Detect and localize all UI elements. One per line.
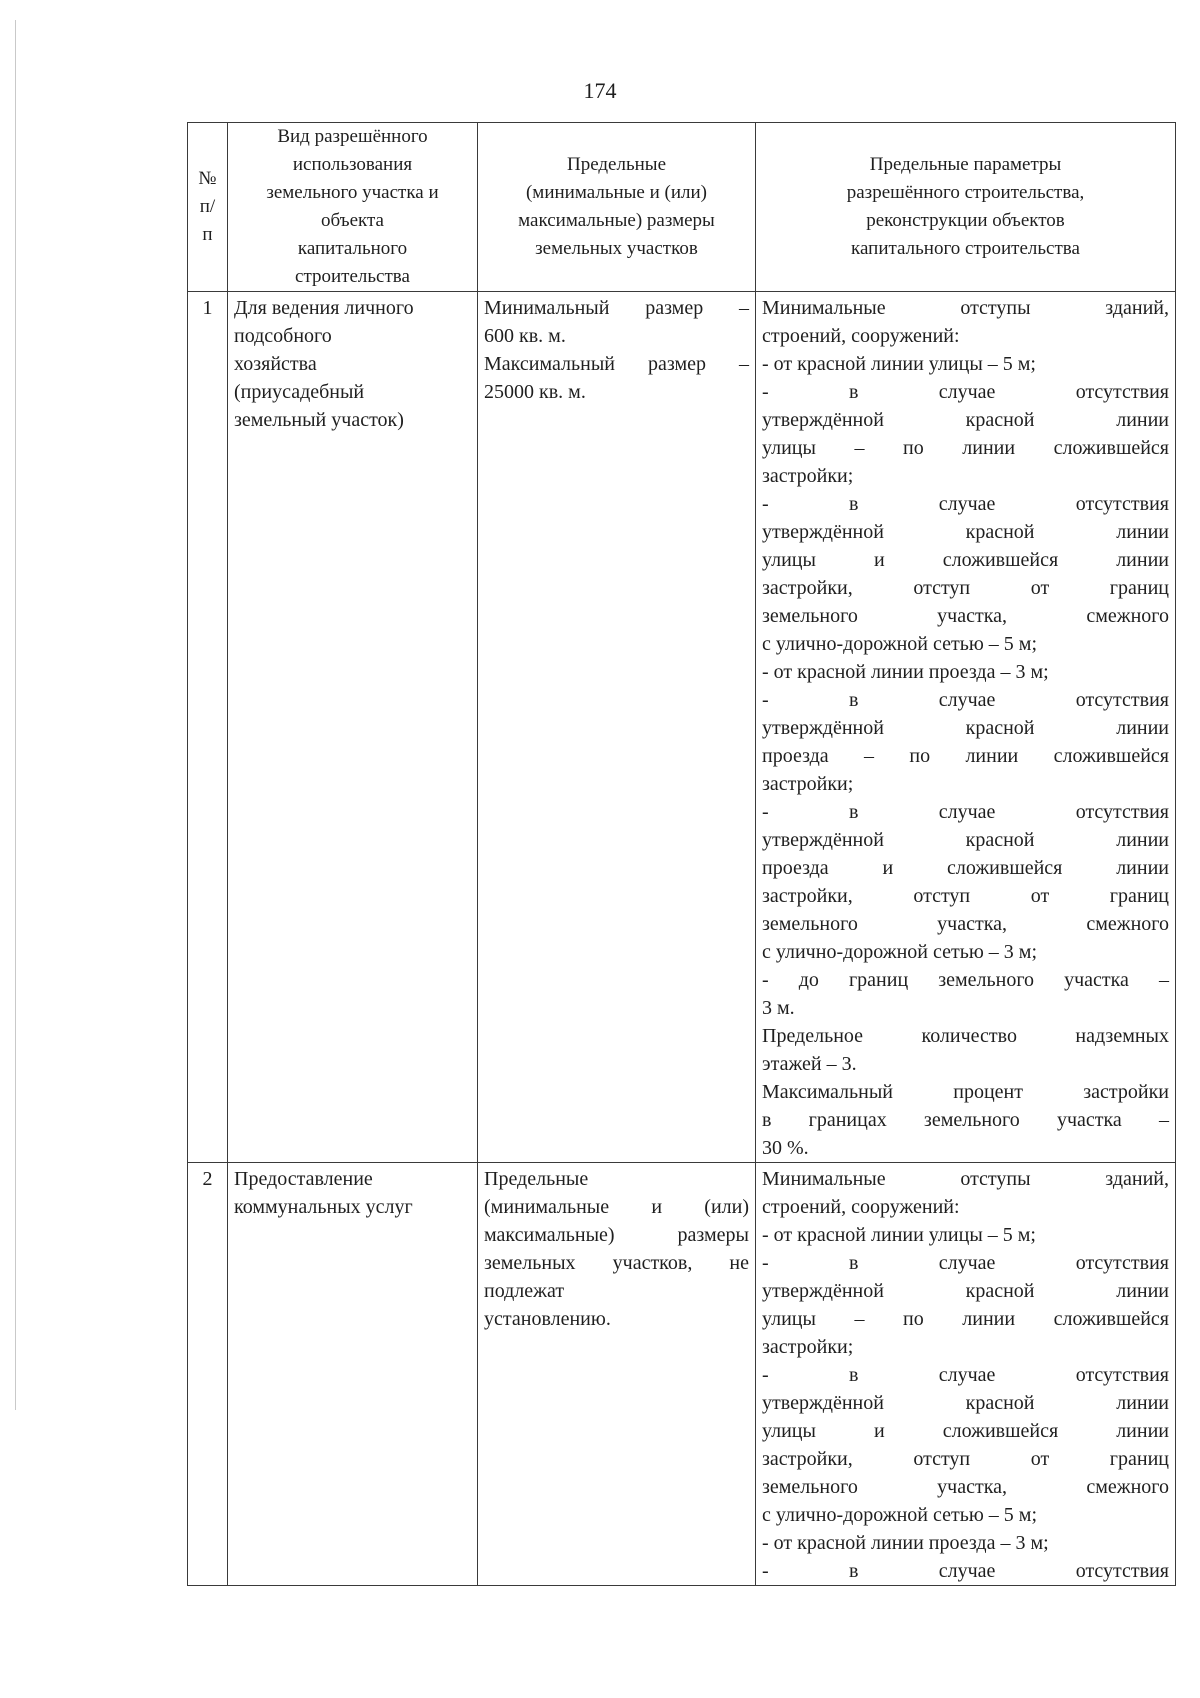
cell-text-line: улицы и сложившейся линии <box>762 1420 1169 1442</box>
cell-text-line: 25000 кв. м. <box>484 381 586 403</box>
land-use-rules-table <box>187 122 1176 1586</box>
cell-text-line: застройки, отступ от границ <box>762 885 1169 907</box>
cell-text-line: Предельное количество надземных <box>762 1025 1169 1047</box>
cell-text-line: 3 м. <box>762 997 795 1019</box>
header-permitted-use: Вид разрешённого использования земельного участка и объекта капитального строительства <box>228 123 478 292</box>
cell-text-line: застройки; <box>762 773 854 795</box>
cell-text-line: Предельные <box>484 1168 589 1190</box>
cell-text-line: - в случае отсутствия <box>762 801 1169 823</box>
table-header-row <box>188 123 1176 292</box>
plot-size-cell <box>478 292 756 1163</box>
cell-text-line: Максимальный процент застройки <box>762 1081 1169 1103</box>
cell-text-line: застройки; <box>762 1336 854 1358</box>
cell-text-line: земельного участка, смежного <box>762 1476 1169 1498</box>
cell-text-line: подсобного <box>234 325 332 347</box>
cell-text-line: в границах земельного участка – <box>762 1109 1169 1131</box>
cell-text-line: с улично-дорожной сетью – 5 м; <box>762 633 1038 655</box>
cell-text-line: 600 кв. м. <box>484 325 566 347</box>
cell-text-line: коммунальных услуг <box>234 1196 413 1218</box>
cell-text-line: с улично-дорожной сетью – 5 м; <box>762 1504 1038 1526</box>
cell-text-line: строений, сооружений: <box>762 325 960 347</box>
scan-edge-line <box>15 20 16 1410</box>
cell-text-line: Для ведения личного <box>234 297 414 319</box>
cell-text-line: улицы – по линии сложившейся <box>762 1308 1169 1330</box>
cell-text-line: установлению. <box>484 1308 611 1330</box>
cell-text-line: утверждённой красной линии <box>762 829 1169 851</box>
cell-text-line: утверждённой красной линии <box>762 409 1169 431</box>
page-number: 174 <box>583 78 617 103</box>
cell-text-line: земельный участок) <box>234 409 404 431</box>
cell-text-line: утверждённой красной линии <box>762 521 1169 543</box>
cell-text-line: - от красной линии проезда – 3 м; <box>762 1532 1049 1554</box>
cell-text-line: - до границ земельного участка – <box>762 969 1169 991</box>
table-row <box>188 1163 1176 1586</box>
row-number-cell: 2 <box>188 1163 228 1586</box>
cell-text-line: улицы и сложившейся линии <box>762 549 1169 571</box>
cell-text-line: проезда и сложившейся линии <box>762 857 1169 879</box>
cell-text-line: Минимальные отступы зданий, <box>762 297 1169 319</box>
cell-text-line: - от красной линии улицы – 5 м; <box>762 1224 1036 1246</box>
cell-text-line: (приусадебный <box>234 381 365 403</box>
construction-parameters-cell <box>756 292 1176 1163</box>
cell-text-line: 30 %. <box>762 1137 809 1159</box>
permitted-use-cell <box>228 1163 478 1586</box>
cell-text-line: утверждённой красной линии <box>762 717 1169 739</box>
cell-text-line: утверждённой красной линии <box>762 1392 1169 1414</box>
table-row <box>188 292 1176 1163</box>
cell-text-line: - в случае отсутствия <box>762 1560 1169 1582</box>
cell-text-line: Минимальный размер – <box>484 297 749 319</box>
cell-text-line: Предоставление <box>234 1168 373 1190</box>
cell-text-line: - в случае отсутствия <box>762 1364 1169 1386</box>
cell-text-line: максимальные) размеры <box>484 1224 749 1246</box>
cell-text-line: - в случае отсутствия <box>762 1252 1169 1274</box>
cell-text-line: этажей – 3. <box>762 1053 857 1075</box>
cell-text-line: проезда – по линии сложившейся <box>762 745 1169 767</box>
cell-text-line: - в случае отсутствия <box>762 381 1169 403</box>
cell-text-line: земельного участка, смежного <box>762 605 1169 627</box>
cell-text-line: подлежат <box>484 1280 565 1302</box>
row-number-cell: 1 <box>188 292 228 1163</box>
cell-text-line: с улично-дорожной сетью – 3 м; <box>762 941 1038 963</box>
cell-text-line: застройки, отступ от границ <box>762 577 1169 599</box>
cell-text-line: - от красной линии проезда – 3 м; <box>762 661 1049 683</box>
header-plot-size-limits: Предельные (минимальные и (или) максимальные) размеры земельных участков <box>478 123 756 292</box>
cell-text-line: улицы – по линии сложившейся <box>762 437 1169 459</box>
cell-text-line: застройки; <box>762 465 854 487</box>
cell-text-line: Максимальный размер – <box>484 353 749 375</box>
cell-text-line: - от красной линии улицы – 5 м; <box>762 353 1036 375</box>
permitted-use-cell <box>228 292 478 1163</box>
cell-text-line: - в случае отсутствия <box>762 493 1169 515</box>
cell-text-line: земельного участка, смежного <box>762 913 1169 935</box>
header-number: № п/п <box>188 123 228 292</box>
cell-text-line: (минимальные и (или) <box>484 1196 749 1218</box>
cell-text-line: хозяйства <box>234 353 317 375</box>
cell-text-line: утверждённой красной линии <box>762 1280 1169 1302</box>
cell-text-line: - в случае отсутствия <box>762 689 1169 711</box>
plot-size-cell <box>478 1163 756 1586</box>
cell-text-line: застройки, отступ от границ <box>762 1448 1169 1470</box>
header-construction-parameters: Предельные параметры разрешённого строительства, реконструкции объектов капитального строительства <box>756 123 1176 292</box>
cell-text-line: строений, сооружений: <box>762 1196 960 1218</box>
cell-text-line: земельных участков, не <box>484 1252 749 1274</box>
cell-text-line: Минимальные отступы зданий, <box>762 1168 1169 1190</box>
construction-parameters-cell <box>756 1163 1176 1586</box>
